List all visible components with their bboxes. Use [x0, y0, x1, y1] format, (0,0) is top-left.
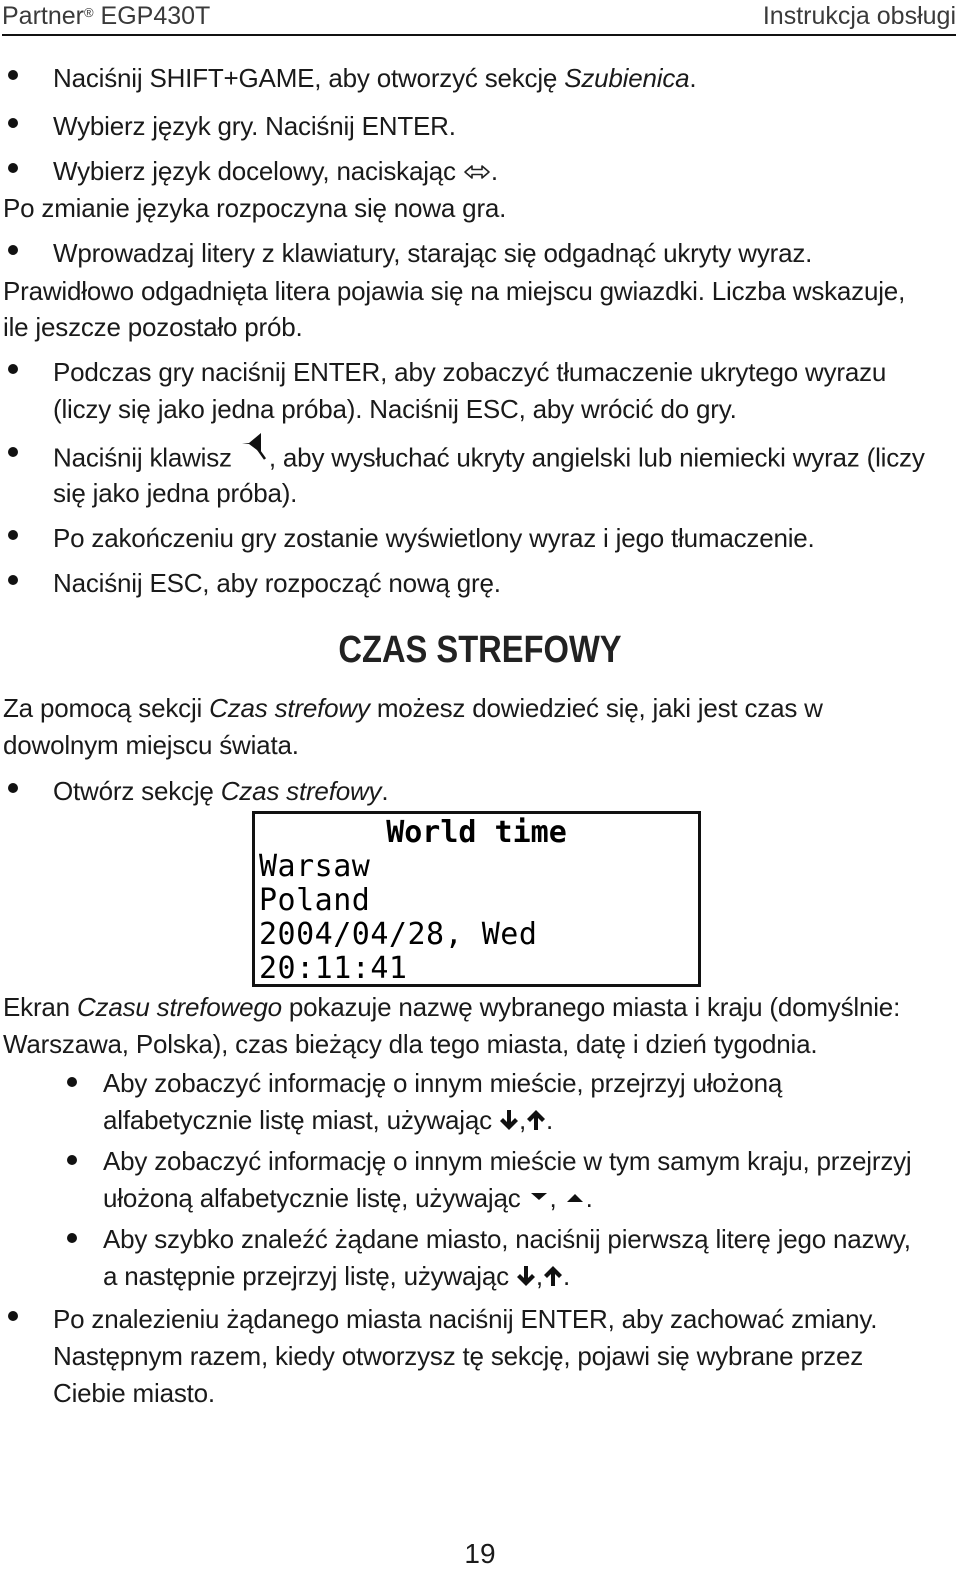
bullet	[8, 783, 18, 793]
screen-time: 20:11:41	[259, 951, 408, 986]
paragraph: alfabetycznie listę miast, używając , .	[103, 1104, 553, 1138]
paragraph: Po znalezieniu żądanego miasta naciśnij ENTER, aby zachować zmiany.	[53, 1304, 878, 1334]
paragraph: Naciśnij SHIFT+GAME, aby otworzyć sekcję Szubienica.	[53, 63, 697, 93]
bullet	[8, 575, 18, 585]
paragraph: Otwórz sekcję Czas strefowy.	[53, 776, 389, 806]
paragraph: Prawidłowo odgadnięta litera pojawia się na miejscu gwiazdki. Liczba wskazuje,	[3, 276, 906, 306]
screen-title: World time	[386, 815, 567, 850]
paragraph: Podczas gry naciśnij ENTER, aby zobaczyć tłumaczenie ukrytego wyrazu	[53, 357, 887, 387]
paragraph: Aby szybko znaleźć żądane miasto, naciśnij pierwszą literę jego nazwy,	[103, 1224, 911, 1254]
bullet	[8, 447, 18, 457]
up-arrow-icon	[526, 1106, 546, 1138]
bullet	[67, 1155, 77, 1165]
bullet	[8, 1311, 18, 1321]
paragraph: Ekran Czasu strefowego pokazuje nazwę wybranego miasta i kraju (domyślnie:	[3, 992, 901, 1022]
paragraph: (liczy się jako jedna próba). Naciśnij ESC, aby wrócić do gry.	[53, 394, 737, 424]
bullet	[8, 118, 18, 128]
document-title: Instrukcja obsługi	[762, 2, 956, 30]
bullet	[67, 1077, 77, 1087]
bullet	[8, 364, 18, 374]
paragraph: a następnie przejrzyj listę, używając , .	[103, 1260, 570, 1294]
paragraph: Wprowadzaj litery z klawiatury, starając się odgadnąć ukryty wyraz.	[53, 238, 813, 268]
up-arrow-icon	[543, 1262, 563, 1294]
bullet	[8, 245, 18, 255]
paragraph: Warszawa, Polska), czas bieżący dla tego miasta, datę i dzień tygodnia.	[3, 1029, 818, 1059]
section-title: CZAS STREFOWY	[338, 629, 622, 671]
paragraph: się jako jedna próba).	[53, 478, 298, 508]
paragraph: Wybierz język docelowy, naciskając .	[53, 155, 498, 189]
paragraph: Po zmianie języka rozpoczyna się nowa gra.	[3, 193, 507, 223]
down-arrow-icon	[516, 1262, 536, 1294]
paragraph: dowolnym miejscu świata.	[3, 730, 299, 760]
paragraph: Po zakończeniu gry zostanie wyświetlony wyraz i jego tłumaczenie.	[53, 523, 815, 553]
bullet	[67, 1233, 77, 1243]
swap-arrows-icon	[463, 157, 491, 189]
page-header	[2, 0, 956, 36]
bullet	[8, 70, 18, 80]
product-name: Partner® EGP430T	[2, 2, 211, 30]
screen-country: Poland	[259, 883, 371, 918]
paragraph: Aby zobaczyć informację o innym mieście, przejrzyj ułożoną	[103, 1068, 783, 1098]
paragraph: Aby zobaczyć informację o innym mieście w tym samym kraju, przejrzyj	[103, 1146, 912, 1176]
paragraph: Ciebie miasto.	[53, 1378, 215, 1408]
bullet	[8, 163, 18, 173]
screen-date: 2004/04/28, Wed	[259, 917, 538, 952]
paragraph: ile jeszcze pozostało prób.	[3, 312, 303, 342]
paragraph: Za pomocą sekcji Czas strefowy możesz dowiedzieć się, jaki jest czas w	[3, 693, 823, 723]
speaker-icon	[239, 439, 269, 480]
up-triangle-icon	[564, 1184, 586, 1216]
paragraph: Następnym razem, kiedy otworzysz tę sekcję, pojawi się wybrane przez	[53, 1341, 864, 1371]
page-number: 19	[464, 1538, 496, 1569]
device-screen	[252, 811, 701, 987]
paragraph: ułożoną alfabetycznie listę, używając , .	[103, 1182, 593, 1216]
paragraph: Naciśnij ESC, aby rozpocząć nową grę.	[53, 568, 501, 598]
paragraph: Wybierz język gry. Naciśnij ENTER.	[53, 111, 456, 141]
down-triangle-icon	[528, 1184, 550, 1216]
paragraph: Naciśnij klawisz , aby wysłuchać ukryty angielski lub niemiecki wyraz (liczy	[53, 439, 925, 480]
bullet	[8, 530, 18, 540]
screen-city: Warsaw	[259, 849, 371, 884]
down-arrow-icon	[499, 1106, 519, 1138]
